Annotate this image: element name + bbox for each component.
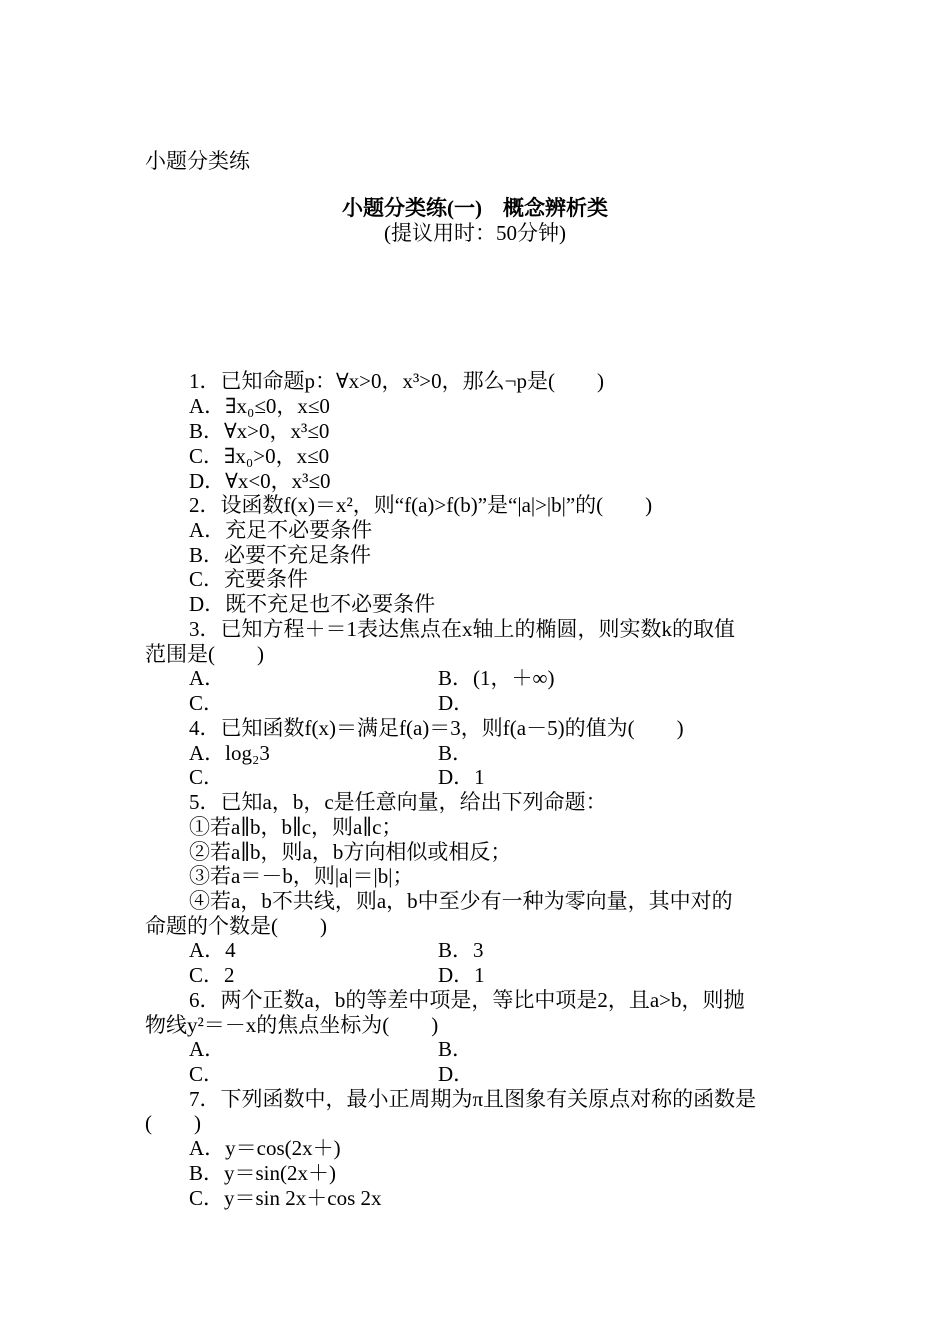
question-line: 4．已知函数f(x)＝满足f(a)＝3，则f(a－5)的值为( ): [189, 716, 684, 740]
question-line: B．必要不充足条件: [189, 543, 372, 567]
question-line: 1．已知命题p：∀x>0，x³>0，那么¬p是( ): [189, 369, 604, 393]
question-line: C．: [189, 765, 225, 789]
question-line: B．y＝sin(2x＋): [189, 1161, 336, 1185]
option-right: B．: [438, 741, 474, 765]
option-right: D．1: [438, 765, 485, 789]
question-line: C．: [189, 691, 225, 715]
question-line: 物线y²＝－x的焦点坐标为( ): [145, 1013, 439, 1037]
option-right: B．: [438, 1037, 474, 1061]
question-line: 2．设函数f(x)＝x²，则“f(a)>f(b)”是“|a|>|b|”的( ): [189, 493, 653, 517]
page-title: 小题分类练(一) 概念辨析类: [342, 196, 608, 220]
question-line: A．4: [189, 938, 236, 962]
option-right: B．3: [438, 938, 484, 962]
question-line: A．: [189, 1037, 226, 1061]
question-line: 6．两个正数a，b的等差中项是，等比中项是2，且a>b，则抛: [189, 988, 745, 1012]
question-line: A．log₂3: [189, 741, 270, 765]
page-subtitle: (提议用时：50分钟): [384, 221, 566, 245]
question-line: A．: [189, 666, 226, 690]
option-right: D．: [438, 691, 475, 715]
question-line: 5．已知a，b，c是任意向量，给出下列命题：: [189, 790, 607, 814]
question-line: B．∀x>0，x³≤0: [189, 419, 330, 443]
question-line: D．∀x<0，x³≤0: [189, 469, 331, 493]
question-line: 7．下列函数中，最小正周期为π且图象有关原点对称的函数是: [189, 1087, 757, 1111]
question-line: 3．已知方程＋＝1表达焦点在x轴上的椭圆，则实数k的取值: [189, 617, 735, 641]
question-line: ③若a＝－b，则|a|＝|b|；: [189, 864, 414, 888]
question-line: A．y＝cos(2x＋): [189, 1136, 341, 1160]
question-line: C．y＝sin 2x＋cos 2x: [189, 1186, 382, 1210]
question-line: ( ): [145, 1111, 201, 1135]
option-right: B．(1，＋∞): [438, 666, 555, 690]
question-line: A．充足不必要条件: [189, 518, 373, 542]
question-line: 范围是( ): [145, 642, 264, 666]
option-right: D．: [438, 1062, 475, 1086]
question-line: C．∃x₀>0，x≤0: [189, 444, 330, 468]
section-heading: 小题分类练: [145, 149, 250, 173]
question-line: C．充要条件: [189, 567, 309, 591]
question-line: ②若a∥b，则a，b方向相似或相反；: [189, 840, 512, 864]
question-line: ④若a，b不共线，则a，b中至少有一种为零向量，其中对的: [189, 889, 733, 913]
question-line: 命题的个数是( ): [145, 914, 327, 938]
question-line: C．2: [189, 963, 235, 987]
question-line: C．: [189, 1062, 225, 1086]
option-right: D．1: [438, 963, 485, 987]
question-line: ①若a∥b，b∥c，则a∥c；: [189, 815, 403, 839]
question-line: D．既不充足也不必要条件: [189, 592, 436, 616]
question-line: A．∃x₀≤0，x≤0: [189, 394, 330, 418]
